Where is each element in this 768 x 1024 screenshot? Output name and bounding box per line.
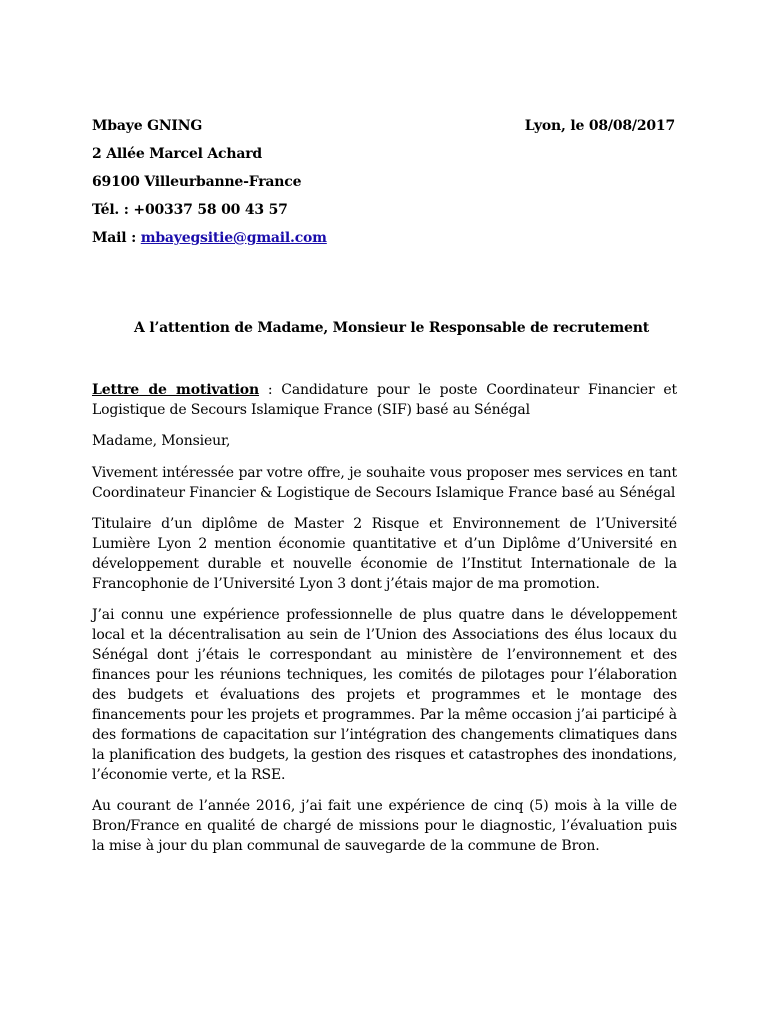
salutation: Madame, Monsieur,: [92, 433, 231, 449]
sender-address-line1: 2 Allée Marcel Achard: [92, 146, 262, 162]
subject-line: [92, 380, 677, 420]
attention-line: A l’attention de Madame, Monsieur le Responsable de recrutement: [134, 320, 649, 336]
sender-phone: Tél. : +00337 58 00 43 57: [92, 202, 288, 218]
paragraph-interest: Vivement intéressée par votre offre, je souhaite vous proposer mes services en tant Coordinateur Financier & Logistique de Secours Islamique France basé au Sénégal: [92, 465, 677, 501]
sender-mail: [92, 228, 692, 256]
subject-text: : Candidature pour le poste Coordinateur Financier et Logistique de Secours Islamique France (SIF) basé au Sénégal: [92, 382, 677, 418]
paragraph-education: Titulaire d’un diplôme de Master 2 Risque et Environnement de l’Université Lumière Lyon 2 mention économie quantitative et d’un Diplôme d’Université en développement durable et nouvelle économie de l’Institut Internationale de la Francophonie de l’Université Lyon 3 dont j’étais major de ma promotion.: [92, 516, 677, 592]
mail-label: Mail :: [92, 230, 141, 246]
paragraph-experience: J’ai connu une expérience professionnelle de plus quatre dans le développement local et la décentralisation au sein de l’Union des Associations des élus locaux du Sénégal dont j’étais le correspondant au ministère de l’environnement et des finances pour les réunions techniques, les comités de pilotages pour l’élaboration des budgets et évaluations des projets et programmes et le montage des financements pour les projets et programmes. Par la même occasion j’ai participé à des formations de capacitation sur l’intégration des changements climatiques dans la planification des budgets, la gestion des risques et catastrophes des inondations, l’économie verte, et la RSE.: [92, 607, 677, 783]
sender-name: Mbaye GNING: [92, 118, 203, 134]
place-date: Lyon, le 08/08/2017: [524, 118, 675, 134]
sender-address-line2: 69100 Villeurbanne-France: [92, 174, 302, 190]
subject-label: Lettre de motivation: [92, 382, 259, 398]
letter-body: [92, 380, 677, 867]
sender-block: [92, 116, 692, 256]
paragraph-bron: Au courant de l’année 2016, j’ai fait une expérience de cinq (5) mois à la ville de Bron/France en qualité de chargé de missions pour le diagnostic, l’évaluation puis la mise à jour du plan communal de sauvegarde de la commune de Bron.: [92, 798, 677, 854]
email-link[interactable]: mbayegsitie@gmail.com: [140, 230, 327, 246]
